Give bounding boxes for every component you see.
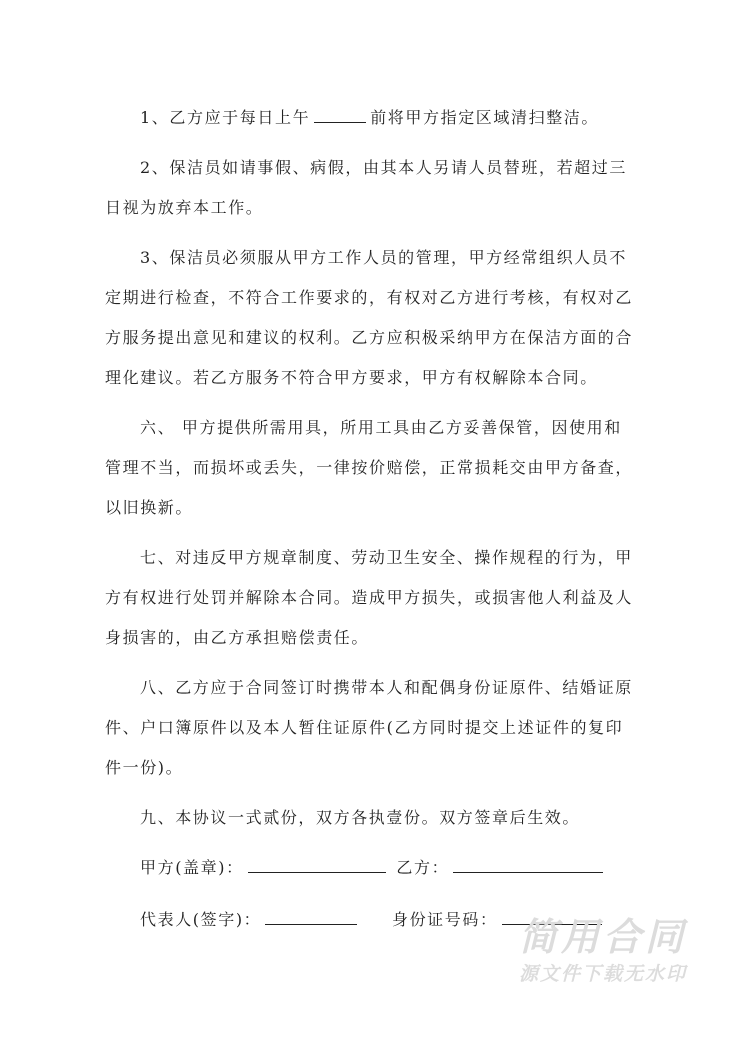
clause-7 [105, 538, 650, 658]
clause-line: 方服务提出意见和建议的权利。乙方应积极采纳甲方在保洁方面的合 [105, 328, 634, 347]
clause-line: 以旧换新。 [105, 498, 194, 517]
clause-line: 九、本协议一式贰份，双方各执壹份。双方签章后生效。 [140, 808, 581, 827]
watermark [519, 915, 687, 989]
clause-9 [105, 798, 650, 838]
clause-line: 管理不当，而损坏或丢失，一律按价赔偿，正常损耗交由甲方备查， [105, 458, 634, 477]
clause-1 [105, 98, 650, 138]
clause-line: 理化建议。若乙方服务不符合甲方要求，甲方有权解除本合同。 [105, 368, 598, 387]
blank-line [314, 108, 366, 123]
watermark-title: 简用合同 [518, 915, 687, 959]
clause-line: 2、保洁员如请事假、病假，由其本人另请人员替班，若超过三 [140, 158, 627, 177]
clause-line: 件一份)。 [105, 758, 184, 777]
clause-line: 日视为放弃本工作。 [105, 198, 264, 217]
clause-line: 六、 甲方提供所需用具，所用工具由乙方妥善保管，因使用和 [140, 418, 622, 437]
representative-label: 代表人(签字)： [140, 910, 262, 929]
id-number-label: 身份证号码： [391, 910, 498, 929]
clause-line: 八、乙方应于合同签订时携带本人和配偶身份证原件、结婚证原 [140, 678, 633, 697]
clause-line: 定期进行检查，不符合工作要求的，有权对乙方进行考核，有权对乙 [105, 288, 634, 307]
signature-row-parties [105, 848, 650, 900]
clause-text: 前将甲方指定区域清扫整洁。 [370, 108, 599, 127]
party-b-label: 乙方： [396, 858, 450, 877]
document-page [105, 98, 650, 952]
clause-8 [105, 668, 650, 788]
clause-line: 身损害的，由乙方承担赔偿责任。 [105, 628, 370, 647]
clause-line: 七、对违反甲方规章制度、劳动卫生安全、操作规程的行为，甲 [140, 548, 633, 567]
clause-line: 件、户口簿原件以及本人暂住证原件(乙方同时提交上述证件的复印 [105, 718, 624, 737]
party-b-signature-field[interactable] [453, 858, 603, 873]
clause-6 [105, 408, 650, 528]
watermark-subtitle: 源文件下载无水印 [518, 963, 687, 985]
clause-2 [105, 148, 650, 228]
party-a-label: 甲方(盖章)： [140, 858, 244, 877]
clause-line: 方有权进行处罚并解除本合同。造成甲方损失，或损害他人利益及人 [105, 588, 634, 607]
representative-signature-field[interactable] [265, 910, 357, 925]
party-a-signature-field[interactable] [248, 858, 386, 873]
clause-3 [105, 238, 650, 398]
clause-line: 3、保洁员必须服从甲方工作人员的管理，甲方经常组织人员不 [140, 248, 627, 267]
clause-text: 1、乙方应于每日上午 [140, 108, 311, 127]
